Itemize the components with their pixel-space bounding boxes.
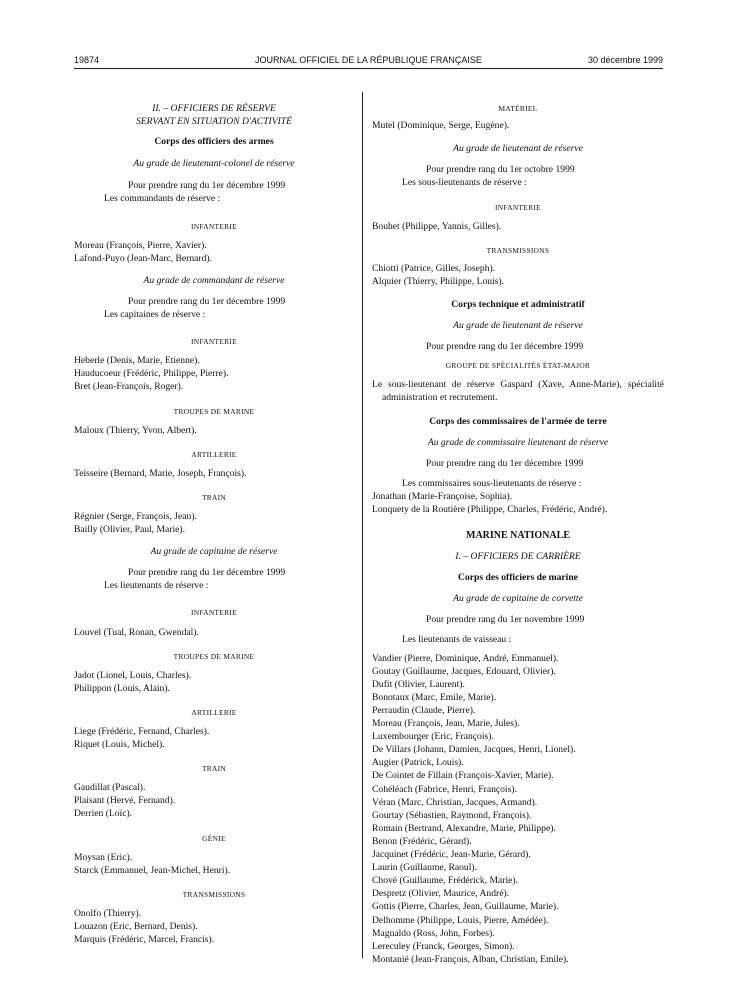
- officer-name: Moysan (Eric).: [74, 851, 133, 863]
- rank-intro: Les commandants de réserve :: [104, 193, 221, 205]
- page-number: 19874: [74, 55, 100, 65]
- effective-date: Pour prendre rang du 1er novembre 1999: [426, 614, 585, 626]
- corps-heading: Corps des commissaires de l'armée de terre: [429, 415, 607, 427]
- branch-heading: TROUPES DE MARINE: [173, 406, 255, 416]
- officer-name: Jonathan (Marie-Françoise, Sophia).: [372, 490, 513, 502]
- page-header: [74, 55, 663, 67]
- branch-heading: TRAIN: [201, 764, 227, 774]
- branch-heading: INFANTERIE: [495, 203, 541, 213]
- rank-intro: Les capitaines de réserve :: [104, 309, 206, 321]
- corps-heading: Corps des officiers de marine: [458, 572, 578, 584]
- officer-name: Dufit (Olivier, Laurent).: [372, 678, 465, 690]
- officer-name: Bouhet (Philippe, Yannis, Gilles).: [372, 220, 502, 232]
- branch-heading: MATÉRIEL: [498, 104, 538, 113]
- officer-name: Montanié (Jean-François, Alban, Christian, Emile).: [372, 953, 569, 965]
- officer-name: Onolfo (Thierry).: [74, 907, 142, 919]
- branch-heading: INFANTERIE: [191, 608, 237, 618]
- officer-name: Luxembourger (Eric, François).: [372, 731, 494, 743]
- effective-date: Pour prendre rang du 1er décembre 1999: [426, 341, 584, 353]
- rank-intro: Les lieutenants de réserve :: [104, 580, 209, 592]
- officer-name: Moreau (François, Jean, Marie, Jules).: [372, 718, 520, 730]
- effective-date: Pour prendre rang du 1er décembre 1999: [128, 180, 286, 192]
- officer-name: Bret (Jean-François, Roger).: [74, 381, 184, 393]
- officer-name: Despretz (Olivier, Maurice, André).: [372, 888, 510, 900]
- officer-name: Maloux (Thierry, Yvon, Albert).: [74, 424, 197, 436]
- officer-name: Moreau (François, Pierre, Xavier).: [74, 239, 207, 251]
- grade-heading: Au grade de commissaire lieutenant de réserve: [427, 436, 609, 448]
- grade-heading: Au grade de capitaine de réserve: [150, 546, 278, 558]
- officer-name: Liege (Frédéric, Fernand, Charles).: [74, 726, 210, 737]
- journal-title: JOURNAL OFFICIEL DE LA RÉPUBLIQUE FRANÇAISE: [255, 55, 482, 65]
- officer-name: Vandier (Pierre, Dominique, André, Emmanuel).: [372, 652, 559, 664]
- officer-name: De Villars (Johann, Damien, Jacques, Henri, Lionel).: [372, 744, 576, 756]
- rank-intro: Les sous-lieutenants de réserve :: [402, 177, 527, 189]
- left-column: [74, 102, 354, 946]
- grade-heading: I. – OFFICIERS DE CARRIÈRE: [455, 551, 581, 563]
- officer-name: Laurin (Guillaume, Raoul).: [372, 862, 477, 874]
- right-column: [372, 102, 664, 966]
- officer-name: Heberle (Denis, Marie, Etienne).: [74, 355, 200, 367]
- officer-name: Régnier (Serge, François, Jean).: [74, 510, 197, 522]
- officer-name: Chové (Guillaume, Frédérick, Marie).: [372, 875, 518, 887]
- rank-intro: Les commissaires sous-lieutenants de réserve :: [402, 477, 582, 489]
- officer-name: Jacquinet (Frédéric, Jean-Marie, Gérard).: [372, 849, 531, 861]
- branch-heading: TROUPES DE MARINE: [173, 651, 255, 661]
- grade-heading: SERVANT EN SITUATION D'ACTIVITÉ: [135, 116, 292, 128]
- officer-name: Gottis (Pierre, Charles, Jean, Guillaume, Marie).: [372, 901, 559, 913]
- officer-name: Goutay (Guillaume, Jacques, Edouard, Olivier).: [372, 665, 556, 677]
- officer-name: Marquis (Frédéric, Marcel, Francis).: [74, 934, 215, 946]
- officer-name: Lereculey (Franck, Georges, Simon).: [372, 940, 515, 952]
- officer-name: Delhomme (Philippe, Louis, Pierre, Amédée).: [372, 914, 549, 926]
- officer-name: Jadot (Lionel, Louis, Charles).: [74, 669, 192, 681]
- officer-name: Plaisant (Hervé, Fernand).: [74, 795, 176, 807]
- officer-name: Benon (Frédéric, Gérard).: [372, 835, 472, 847]
- officer-name: Gourtay (Sébastien, Raymond, François).: [372, 809, 532, 821]
- officer-name: Magnaldo (Ross, John, Forbes).: [372, 927, 495, 939]
- officer-name: Teisseire (Bernard, Marie, Joseph, François).: [74, 467, 247, 479]
- corps-heading: Corps des officiers des armes: [154, 136, 274, 148]
- officer-name: Derrien (Loïc).: [74, 808, 133, 820]
- branch-heading: INFANTERIE: [191, 337, 237, 347]
- officer-name: Gaudillat (Pascal).: [74, 782, 146, 794]
- officer-name: Lonquety de la Routière (Philippe, Charles, Frédéric, André).: [372, 503, 608, 515]
- officer-name: Louazon (Eric, Bernard, Denis).: [74, 921, 198, 933]
- header-rule: [74, 68, 663, 69]
- officer-name: Louvel (Tual, Ronan, Gwendal).: [74, 626, 199, 638]
- section-heading: MARINE NATIONALE: [466, 530, 570, 542]
- appointment-entry: Le sous-lieutenant de réserve Gaspard (Xave, Anne-Marie), spécialité administration et recrutement.: [372, 379, 664, 404]
- branch-heading: ARTILLERIE: [191, 449, 237, 459]
- branch-heading: INFANTERIE: [191, 221, 237, 231]
- issue-date: 30 décembre 1999: [587, 55, 663, 65]
- effective-date: Pour prendre rang du 1er octobre 1999: [426, 164, 575, 176]
- officer-name: Mutel (Dominique, Serge, Eugène).: [372, 120, 510, 132]
- officer-name: Bailly (Olivier, Paul, Marie).: [74, 524, 185, 536]
- officer-name: Romain (Bertrand, Alexandre, Marie, Philippe).: [372, 822, 556, 834]
- rank-intro: Les lieutenants de vaisseau :: [402, 633, 512, 645]
- branch-heading: TRAIN: [201, 492, 227, 502]
- grade-heading: II. – OFFICIERS DE RÉSERVE: [152, 103, 276, 114]
- grade-heading: Au grade de capitaine de corvette: [453, 593, 583, 605]
- officer-name: Alquier (Thierry, Philippe, Louis).: [372, 275, 505, 287]
- grade-heading: Au grade de lieutenant de réserve: [453, 320, 583, 332]
- officer-name: Perraudin (Claude, Pierre).: [372, 705, 476, 716]
- corps-heading: Corps technique et administratif: [451, 298, 585, 310]
- officer-name: Hauducoeur (Frédéric, Philippe, Pierre).: [74, 368, 229, 380]
- officer-name: De Cointet de Fillain (François-Xavier, Marie).: [372, 770, 554, 782]
- officer-name: Starck (Emmanuel, Jean-Michel, Henri).: [74, 864, 231, 876]
- branch-heading: GÉNIE: [202, 833, 226, 843]
- branch-heading: ARTILLERIE: [191, 707, 237, 717]
- officer-name: Augier (Patrick, Louis).: [372, 757, 464, 769]
- officer-name: Bonotaux (Marc, Emile, Marie).: [372, 691, 497, 703]
- officer-name: Riquet (Louis, Michel).: [74, 739, 165, 751]
- branch-heading: TRANSMISSIONS: [486, 245, 550, 255]
- branch-heading: GROUPE DE SPÉCIALITÉS ÉTAT-MAJOR: [445, 361, 591, 371]
- grade-heading: Au grade de lieutenant de réserve: [453, 143, 583, 155]
- effective-date: Pour prendre rang du 1er décembre 1999: [426, 457, 584, 469]
- grade-heading: Au grade de commandant de réserve: [143, 274, 285, 286]
- officer-name: Véran (Marc, Christian, Jacques, Armand).: [372, 796, 538, 808]
- officer-name: Lafond-Puyo (Jean-Marc, Bernard).: [74, 252, 212, 264]
- column-divider: [362, 92, 363, 958]
- officer-name: Cohéléach (Fabrice, Henri, François).: [372, 783, 517, 795]
- effective-date: Pour prendre rang du 1er décembre 1999: [128, 295, 286, 307]
- officer-name: Chiotti (Patrice, Gilles, Joseph).: [372, 262, 496, 274]
- effective-date: Pour prendre rang du 1er décembre 1999: [128, 567, 286, 579]
- officer-name: Philippon (Louis, Alain).: [74, 682, 170, 694]
- branch-heading: TRANSMISSIONS: [182, 889, 246, 899]
- grade-heading: Au grade de lieutenant-colonel de réserve: [133, 158, 295, 170]
